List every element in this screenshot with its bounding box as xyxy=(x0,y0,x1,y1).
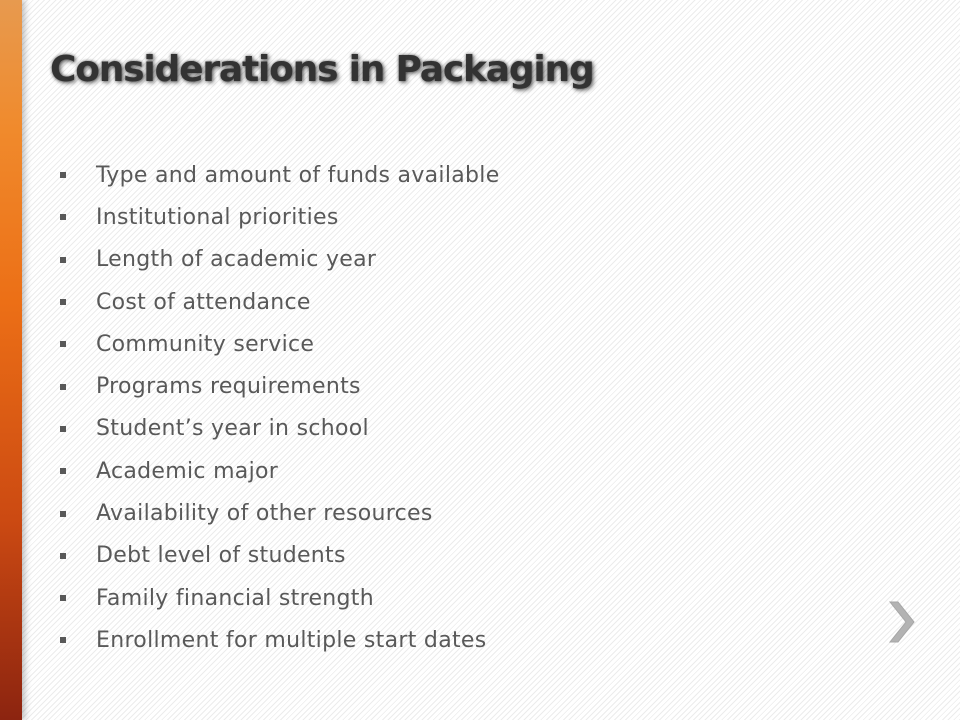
bullet-item xyxy=(58,323,500,365)
bullet-item xyxy=(58,281,500,323)
bullet-text: Type and amount of funds available xyxy=(96,162,500,188)
bullet-text: Community service xyxy=(96,331,315,357)
square-bullet-icon xyxy=(60,553,66,559)
bullet-item xyxy=(58,619,500,661)
square-bullet-icon xyxy=(60,468,66,474)
square-bullet-icon xyxy=(60,172,66,178)
bullet-text: Enrollment for multiple start dates xyxy=(96,627,487,653)
slide-title: Considerations in Packaging xyxy=(50,49,594,90)
bullet-item xyxy=(58,239,500,281)
bullet-item xyxy=(58,577,500,619)
bullet-item xyxy=(58,196,500,238)
bullet-text: Length of academic year xyxy=(96,247,377,273)
bullet-item xyxy=(58,450,500,492)
bullet-text: Programs requirements xyxy=(96,374,361,400)
bullet-item xyxy=(58,408,500,450)
accent-side-bar xyxy=(0,0,22,720)
bullet-text: Cost of attendance xyxy=(96,289,311,315)
square-bullet-icon xyxy=(60,384,66,390)
bullet-text: Availability of other resources xyxy=(96,501,433,527)
square-bullet-icon xyxy=(60,595,66,601)
bullet-list xyxy=(58,154,500,662)
bullet-item xyxy=(58,535,500,577)
bullet-text: Family financial strength xyxy=(96,585,374,611)
square-bullet-icon xyxy=(60,299,66,305)
square-bullet-icon xyxy=(60,511,66,517)
square-bullet-icon xyxy=(60,426,66,432)
square-bullet-icon xyxy=(60,257,66,263)
bullet-text: Institutional priorities xyxy=(96,204,339,230)
bullet-text: Student’s year in school xyxy=(96,416,369,442)
bullet-item xyxy=(58,154,500,196)
bullet-text: Academic major xyxy=(96,458,279,484)
chevron-right-icon[interactable] xyxy=(884,598,920,646)
square-bullet-icon xyxy=(60,214,66,220)
bullet-item xyxy=(58,365,500,407)
bullet-item xyxy=(58,492,500,534)
square-bullet-icon xyxy=(60,341,66,347)
bullet-text: Debt level of students xyxy=(96,543,346,569)
square-bullet-icon xyxy=(60,637,66,643)
